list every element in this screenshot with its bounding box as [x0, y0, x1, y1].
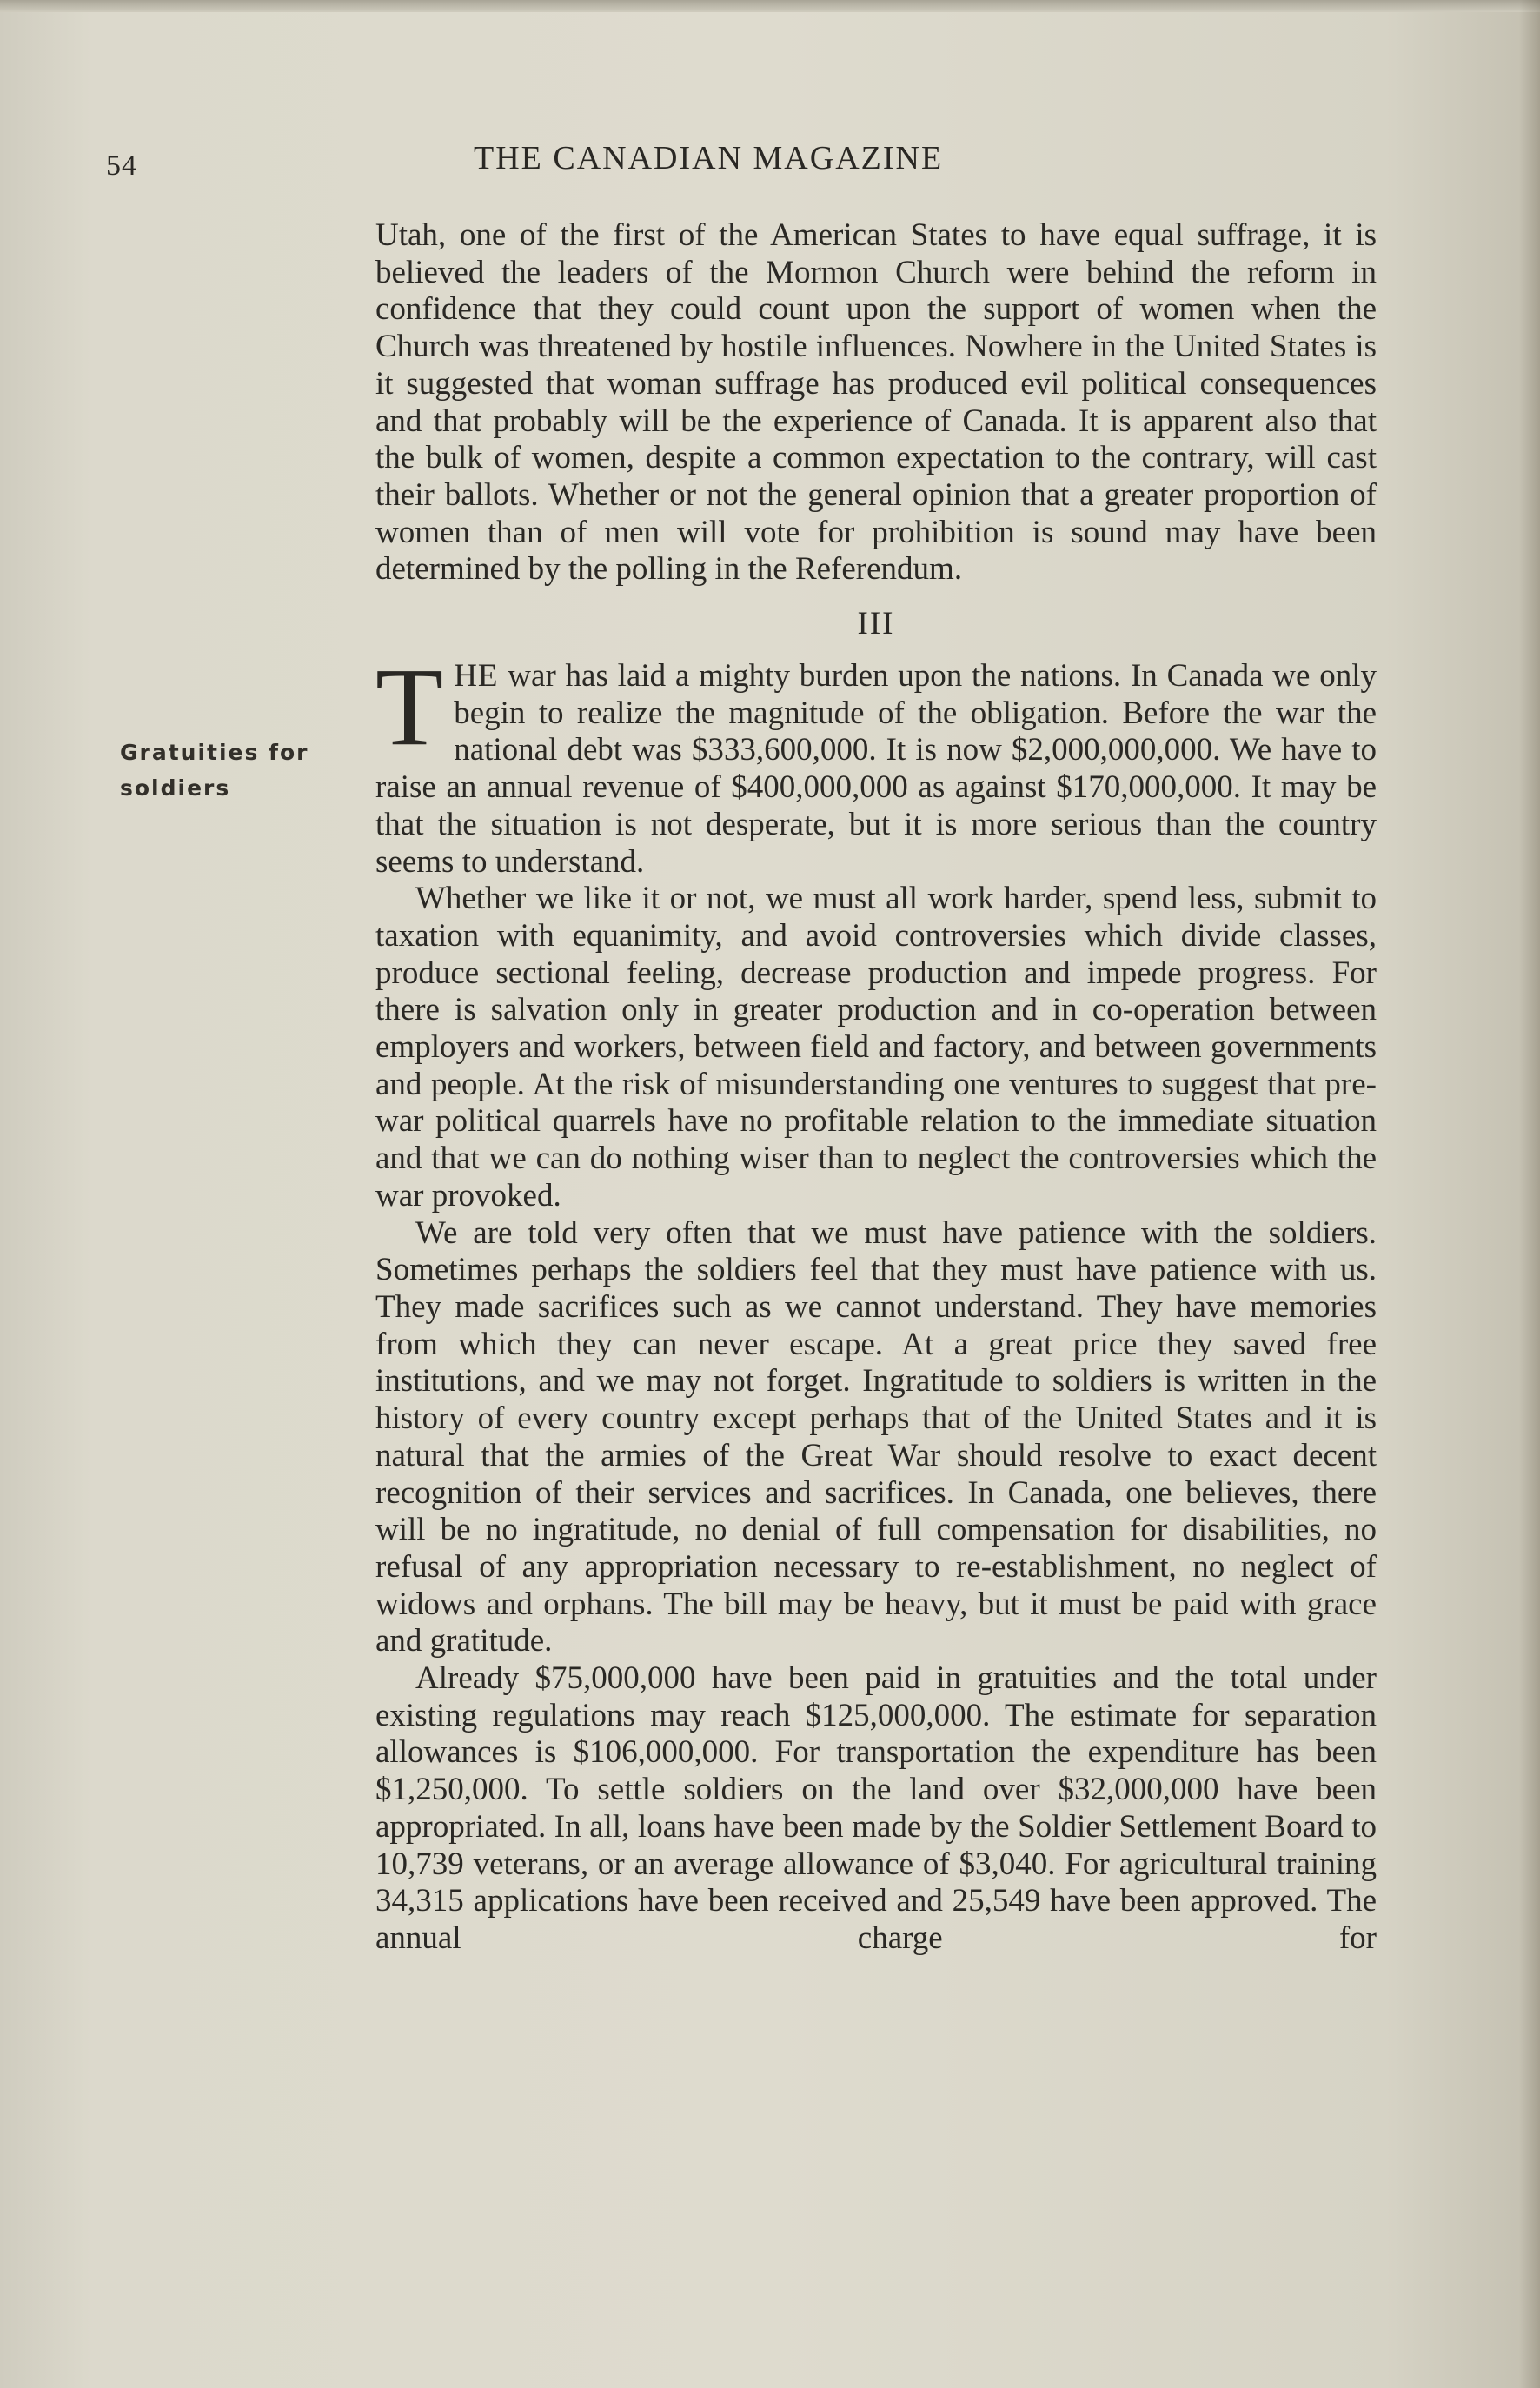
section-opening-paragraph: [375, 645, 1377, 881]
paragraph-gratuities: Already $75,000,000 have been paid in gratuities and the total under existing regulations may reach $125,000,000. The estimate for separation allowances is $106,000,000. For transportation the expenditure has been $1,250,000. To settle soldiers on the land over $32,000,000 have been appropriated. In all, loans have been made by the Soldier Settlement Board to 10,739 veterans, or an average allowance of $3,040. For agricultural training 34,315 applications have been received and 25,549 have been approved. The annual charge for: [375, 1660, 1377, 1956]
paragraph-whether: Whether we like it or not, we must all work harder, spend less, submit to taxation with equanimity, and avoid controversies which divide classes, produce sectional feeling, decrease production and impede progress. For there is salvation only in greater production and in co-operation between employers and workers, between field and factory, and between governments and people. At the risk of misunderstanding one ventures to suggest that pre-war political quarrels have no profitable relation to the immediate situation and that we can do nothing wiser than to neglect the controversies which the war provoked.: [375, 881, 1377, 1214]
continued-paragraph: Utah, one of the first of the American States to have equal suffrage, it is believed the leaders of the Mormon Church were behind the reform in confidence that they could count upon the support of women when the Church was threatened by hostile influences. Nowhere in the United States is it suggested that woman suffrage has produced evil political consequences and that probably will be the experience of Canada. It is apparent also that the bulk of women, despite a common expectation to the contrary, will cast their ballots. Whether or not the general opinion that a greater proportion of women than of men will vote for prohibition is sound may have been determined by the polling in the Referendum.: [375, 217, 1377, 588]
drop-cap: T: [375, 645, 444, 769]
margin-sidenote: Gratuities for soldiers: [120, 740, 309, 801]
page-number: 54: [106, 150, 137, 182]
article-column: [375, 217, 1377, 1958]
opening-paragraph-text: war has laid a mighty burden upon the nations. In Canada we only begin to realize the magnitude of the obligation. Before the war the national debt was $333,600,000. It is now $2,000,000,000. We have to raise an annual revenue of $400,000,000 as against $170,000,000. It may be that the situation is not desperate, but it is more serious than the country seems to understand.: [375, 658, 1377, 880]
section-numeral: III: [857, 606, 895, 642]
running-head: THE CANADIAN MAGAZINE: [474, 140, 944, 176]
lead-capitals: HE: [454, 658, 499, 695]
paragraph-patience: We are told very often that we must have patience with the soldiers. Sometimes perhaps the soldiers feel that they must have patience with us. They made sacrifices such as we cannot understand. They have memories from which they can never escape. At a great price they saved free institutions, and we may not forget. Ingratitude to soldiers is written in the history of every country except perhaps that of the United States and it is natural that the armies of the Great War should resolve to exact decent recognition of their services and sacrifices. In Canada, one believes, there will be no ingratitude, no denial of full compensation for disabilities, no refusal of any appropriation necessary to re-establishment, no neglect of widows and orphans. The bill may be heavy, but it must be paid with grace and gratitude.: [375, 1214, 1377, 1660]
